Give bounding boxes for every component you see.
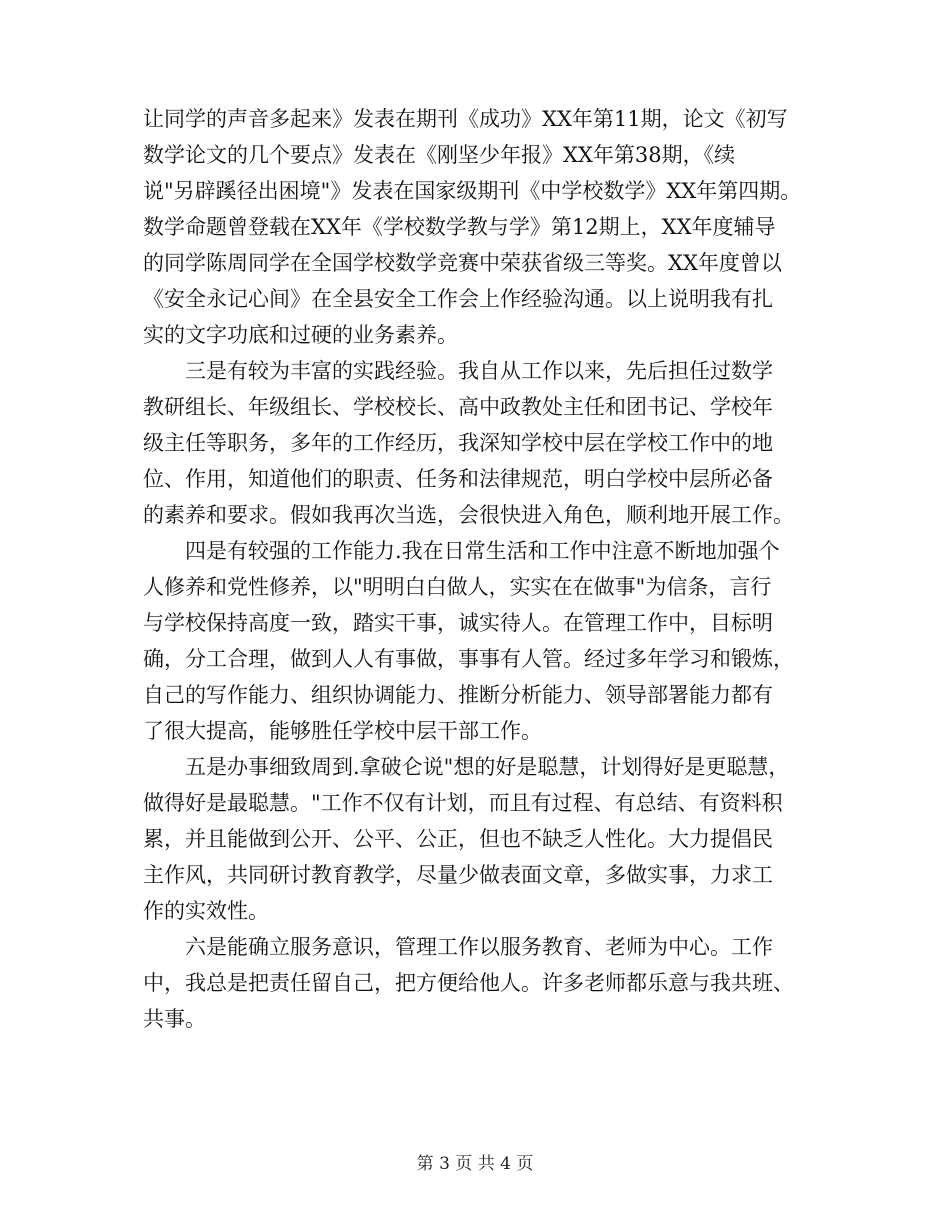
text-line: 《安全永记心间》在全县安全工作会上作经验沟通。以上说明我有扎	[143, 287, 773, 311]
text-line: 级主任等职务，多年的工作经历，我深知学校中层在学校工作中的地	[143, 431, 773, 455]
text-line: 让同学的声音多起来》发表在期刊《成功》XX年第11期，论文《初写	[143, 107, 788, 131]
text-line: 了很大提高，能够胜任学校中层干部工作。	[143, 719, 542, 743]
text-line: 教研组长、年级组长、学校校长、高中政教处主任和团书记、学校年	[143, 395, 773, 419]
text-line: 累，并且能做到公开、公平、公正，但也不缺乏人性化。大力提倡民	[143, 827, 773, 851]
paragraph-first-line: 六是能确立服务意识，管理工作以服务教育、老师为中心。工作	[185, 935, 773, 959]
text-line: 实的文字功底和过硬的业务素养。	[143, 323, 458, 347]
text-line: 主作风，共同研讨教育教学，尽量少做表面文章，多做实事，力求工	[143, 863, 773, 887]
text-line: 共事。	[143, 1007, 206, 1031]
paragraph-first-line: 三是有较为丰富的实践经验。我自从工作以来，先后担任过数学	[185, 359, 773, 383]
text-line: 自己的写作能力、组织协调能力、推断分析能力、领导部署能力都有	[143, 683, 773, 707]
document-body	[143, 101, 808, 1037]
text-line: 数学论文的几个要点》发表在《刚坚少年报》XX年第38期，《续	[143, 143, 736, 167]
text-line: 说"另辟蹊径出困境"》发表在国家级期刊《中学校数学》XX年第四期。	[143, 179, 802, 203]
paragraph-first-line: 五是办事细致周到.拿破仑说"想的好是聪慧，计划得好是更聪慧，	[185, 755, 790, 779]
text-line: 数学命题曾登载在XX年《学校数学教与学》第12期上，XX年度辅导	[143, 215, 776, 239]
text-line: 的同学陈周同学在全国学校数学竞赛中荣获省级三等奖。XX年度曾以	[143, 251, 782, 275]
text-line: 中，我总是把责任留自己，把方便给他人。许多老师都乐意与我共班、	[143, 971, 794, 995]
page-number-footer: 第 3 页 共 4 页	[416, 1154, 534, 1174]
text-line: 做得好是最聪慧。"工作不仅有计划，而且有过程、有总结、有资料积	[143, 791, 783, 815]
paragraph-first-line: 四是有较强的工作能力.我在日常生活和工作中注意不断地加强个	[185, 539, 780, 563]
text-line: 位、作用，知道他们的职责、任务和法律规范，明白学校中层所必备	[143, 467, 773, 491]
text-line: 的素养和要求。假如我再次当选，会很快进入角色，顺利地开展工作。	[143, 503, 794, 527]
text-line: 确，分工合理，做到人人有事做，事事有人管。经过多年学习和锻炼，	[143, 647, 794, 671]
text-line: 作的实效性。	[143, 899, 269, 923]
text-line: 人修养和党性修养，以"明明白白做人，实实在在做事"为信条，言行	[143, 575, 772, 599]
text-line: 与学校保持高度一致，踏实干事，诚实待人。在管理工作中，目标明	[143, 611, 773, 635]
